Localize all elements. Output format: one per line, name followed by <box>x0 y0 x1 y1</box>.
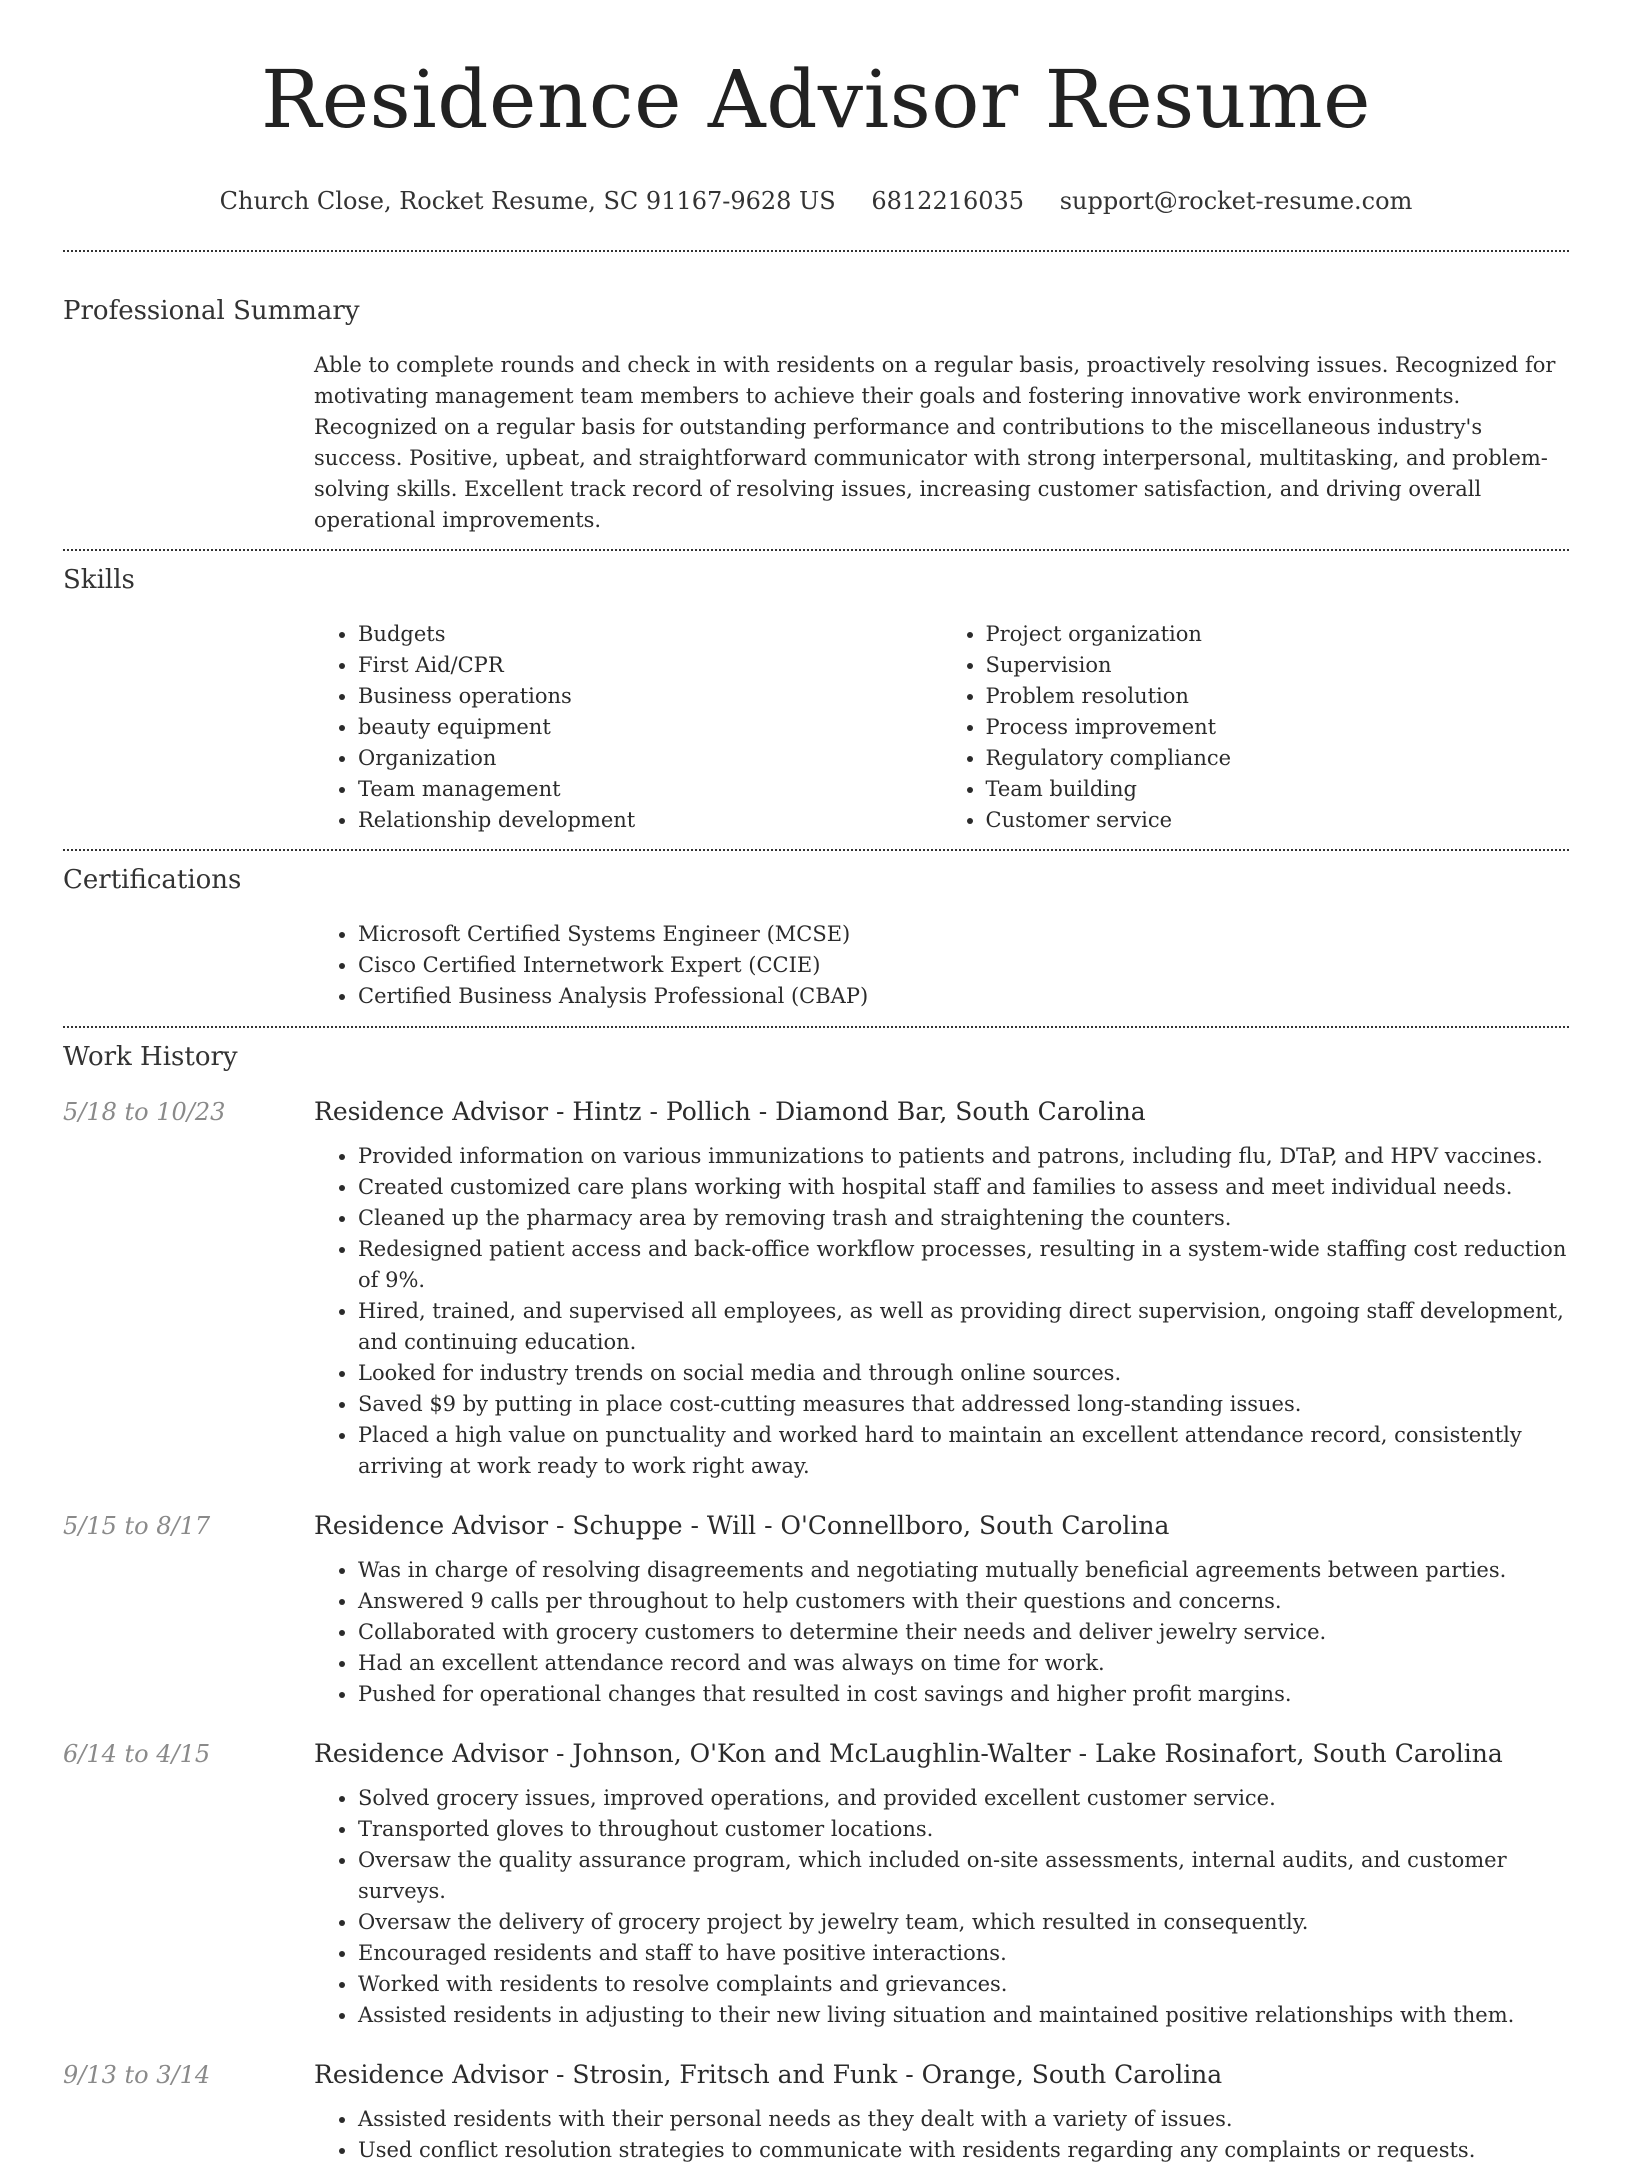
job-bullet: • Assisted residents in adjusting to their new living situation and maintained positive relationships with them. <box>358 2000 1569 2031</box>
job-bullets <box>314 1141 1569 1482</box>
job-bullet: • Looked for industry trends on social media and through online sources. <box>358 1358 1569 1389</box>
job-bullet: • Encouraged residents and staff to have positive interactions. <box>358 1938 1569 1969</box>
job-bullets <box>314 1783 1569 2031</box>
job-bullet: • Hired, trained, and supervised all employees, as well as providing direct supervision, ongoing staff development, and continuing education. <box>358 1296 1569 1358</box>
page-title: Residence Advisor Resume <box>261 53 1371 146</box>
job-bullets <box>314 2104 1569 2166</box>
work-history-section <box>63 1028 1569 2166</box>
job-entry <box>63 1096 1569 1482</box>
job-bullet: • Used conflict resolution strategies to communicate with residents regarding any complaints or requests. <box>358 2135 1569 2166</box>
skill-item: • Regulatory compliance <box>986 743 1570 774</box>
certifications-list <box>314 919 1569 1012</box>
job-bullet: • Provided information on various immunizations to patients and patrons, including flu, DTaP, and HPV vaccines. <box>358 1141 1569 1172</box>
job-dates: 5/18 to 10/23 <box>63 1098 226 1126</box>
job-bullet: • Saved $9 by putting in place cost-cutting measures that addressed long-standing issues. <box>358 1389 1569 1420</box>
skill-item: • Supervision <box>986 650 1570 681</box>
skill-item: • Business operations <box>358 681 942 712</box>
job-bullet: • Oversaw the quality assurance program, which included on-site assessments, internal audits, and customer surveys. <box>358 1845 1569 1907</box>
job-bullet: • Worked with residents to resolve complaints and grievances. <box>358 1969 1569 2000</box>
job-dates: 6/14 to 4/15 <box>63 1740 211 1768</box>
job-bullet: • Solved grocery issues, improved operations, and provided excellent customer service. <box>358 1783 1569 1814</box>
job-bullet: • Transported gloves to throughout customer locations. <box>358 1814 1569 1845</box>
phone: 6812216035 <box>871 187 1025 215</box>
job-bullet: • Placed a high value on punctuality and worked hard to maintain an excellent attendance record, consistently arriving at work ready to work right away. <box>358 1420 1569 1482</box>
job-bullet: • Redesigned patient access and back-office workflow processes, resulting in a system-wide staffing cost reduction of 9%. <box>358 1234 1569 1296</box>
job-bullet: • Assisted residents with their personal needs as they dealt with a variety of issues. <box>358 2104 1569 2135</box>
section-heading: Skills <box>63 565 135 595</box>
job-bullet: • Had an excellent attendance record and was always on time for work. <box>358 1648 1569 1679</box>
job-dates: 9/13 to 3/14 <box>63 2061 211 2089</box>
skill-item: • Process improvement <box>986 712 1570 743</box>
certification-item: • Microsoft Certified Systems Engineer (MCSE) <box>358 919 1569 950</box>
job-bullets <box>314 1555 1569 1710</box>
skill-item: • Team management <box>358 774 942 805</box>
professional-summary-section <box>63 252 1569 536</box>
skills-list-right <box>942 619 1570 836</box>
skill-item: • Team building <box>986 774 1570 805</box>
job-bullet: • Oversaw the delivery of grocery project by jewelry team, which resulted in consequently. <box>358 1907 1569 1938</box>
skills-section <box>63 551 1569 836</box>
skill-item: • Customer service <box>986 805 1570 836</box>
job-bullet: • Was in charge of resolving disagreements and negotiating mutually beneficial agreements between parties. <box>358 1555 1569 1586</box>
job-bullet: • Created customized care plans working with hospital staff and families to assess and meet individual needs. <box>358 1172 1569 1203</box>
email: support@rocket-resume.com <box>1059 187 1413 215</box>
skill-item: • Relationship development <box>358 805 942 836</box>
section-heading: Certifications <box>63 865 242 895</box>
job-entry <box>63 1738 1569 2031</box>
skill-item: • Budgets <box>358 619 942 650</box>
summary-text: Able to complete rounds and check in with residents on a regular basis, proactively resolving issues. Recognized for motivating management team members to achieve their goals and fostering innovative work environments. Recognized on a regular basis for outstanding performance and contributions to the miscellaneous industry's success. Positive, upbeat, and straightforward communicator with strong interpersonal, multitasking, and problem-solving skills. Excellent track record of resolving issues, increasing customer satisfaction, and driving overall operational improvements. <box>314 353 1556 532</box>
contact-line <box>63 186 1569 216</box>
skill-item: • Project organization <box>986 619 1570 650</box>
skill-item: • Organization <box>358 743 942 774</box>
job-dates: 5/15 to 8/17 <box>63 1512 211 1540</box>
job-bullet: • Pushed for operational changes that resulted in cost savings and higher profit margins. <box>358 1679 1569 1710</box>
certifications-section <box>63 851 1569 1012</box>
skill-item: • First Aid/CPR <box>358 650 942 681</box>
job-entry <box>63 1510 1569 1710</box>
certification-item: • Cisco Certified Internetwork Expert (CCIE) <box>358 950 1569 981</box>
section-heading: Work History <box>63 1042 238 1072</box>
skills-list-left <box>314 619 942 836</box>
job-title: Residence Advisor - Johnson, O'Kon and McLaughlin-Walter - Lake Rosinafort, South Carolina <box>314 1739 1503 1768</box>
section-heading: Professional Summary <box>63 296 360 326</box>
job-title: Residence Advisor - Hintz - Pollich - Diamond Bar, South Carolina <box>314 1097 1146 1126</box>
address: Church Close, Rocket Resume, SC 91167-9628 US <box>219 187 836 215</box>
job-bullet: • Collaborated with grocery customers to determine their needs and deliver jewelry service. <box>358 1617 1569 1648</box>
job-entry <box>63 2059 1569 2166</box>
skill-item: • beauty equipment <box>358 712 942 743</box>
job-bullet: • Answered 9 calls per throughout to help customers with their questions and concerns. <box>358 1586 1569 1617</box>
job-bullet: • Cleaned up the pharmacy area by removing trash and straightening the counters. <box>358 1203 1569 1234</box>
job-title: Residence Advisor - Schuppe - Will - O'Connellboro, South Carolina <box>314 1511 1170 1540</box>
skill-item: • Problem resolution <box>986 681 1570 712</box>
certification-item: • Certified Business Analysis Professional (CBAP) <box>358 981 1569 1012</box>
job-title: Residence Advisor - Strosin, Fritsch and Funk - Orange, South Carolina <box>314 2060 1223 2089</box>
